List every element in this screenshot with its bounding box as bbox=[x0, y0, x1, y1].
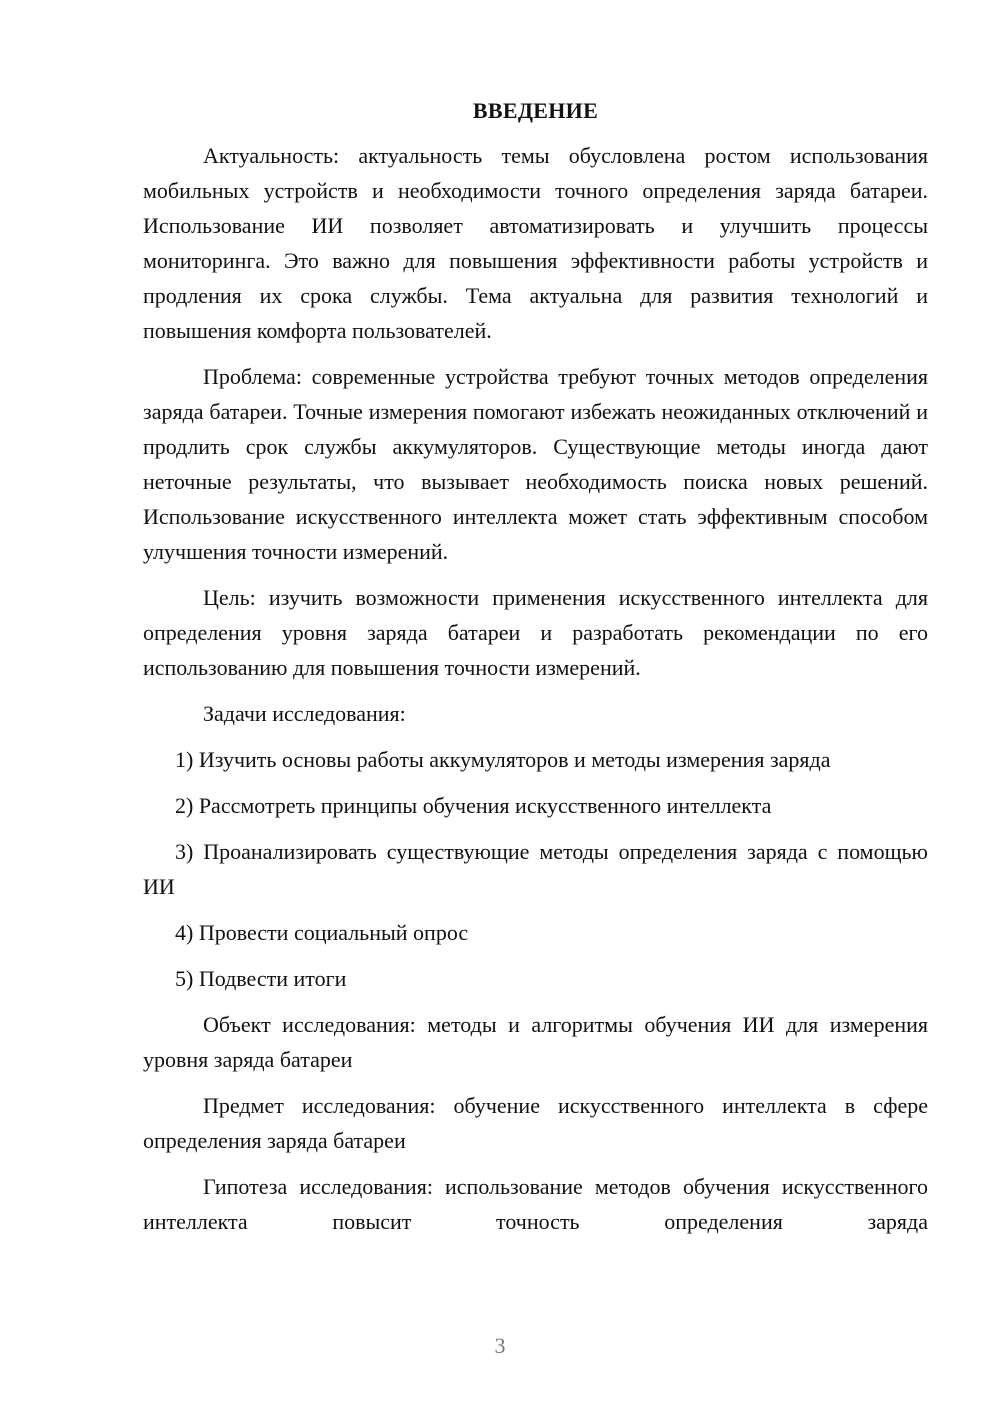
relevance-paragraph: Актуальность: актуальность темы обусловлена ростом использования мобильных устройств и необходимости точного определения заряда батареи. Использование ИИ позволяет автоматизировать и улучшить процессы мониторинга. Это важно для повышения эффективности работы устройств и продления их срока службы. Тема актуальна для развития технологий и повышения комфорта пользователей. bbox=[143, 143, 928, 343]
section-heading: ВВЕДЕНИЕ bbox=[472, 98, 599, 123]
task-item-5: 5) Подвести итоги bbox=[175, 966, 347, 991]
object-paragraph: Объект исследования: методы и алгоритмы обучения ИИ для измерения уровня заряда батареи bbox=[143, 1012, 928, 1072]
subject-paragraph: Предмет исследования: обучение искусственного интеллекта в сфере определения заряда батареи bbox=[143, 1093, 928, 1153]
goal-paragraph: Цель: изучить возможности применения искусственного интеллекта для определения уровня заряда батареи и разработать рекомендации по его использованию для повышения точности измерений. bbox=[143, 585, 928, 680]
task-item-1: 1) Изучить основы работы аккумуляторов и методы измерения заряда bbox=[175, 747, 831, 772]
tasks-intro: Задачи исследования: bbox=[203, 701, 406, 726]
hypothesis-paragraph: Гипотеза исследования: использование методов обучения искусственного интеллекта повысит точность определения заряда bbox=[143, 1174, 928, 1234]
task-item-3: 3) Проанализировать существующие методы определения заряда с помощью ИИ bbox=[143, 839, 928, 899]
page-number: 3 bbox=[494, 1333, 506, 1358]
document-page bbox=[143, 96, 928, 1250]
task-item-2: 2) Рассмотреть принципы обучения искусственного интеллекта bbox=[175, 793, 772, 818]
problem-paragraph: Проблема: современные устройства требуют точных методов определения заряда батареи. Точные измерения помогают избежать неожиданных отключений и продлить срок службы аккумуляторов. Существующие методы иногда дают неточные результаты, что вызывает необходимость поиска новых решений. Использование искусственного интеллекта может стать эффективным способом улучшения точности измерений. bbox=[143, 364, 928, 564]
task-item-4: 4) Провести социальный опрос bbox=[175, 920, 469, 945]
